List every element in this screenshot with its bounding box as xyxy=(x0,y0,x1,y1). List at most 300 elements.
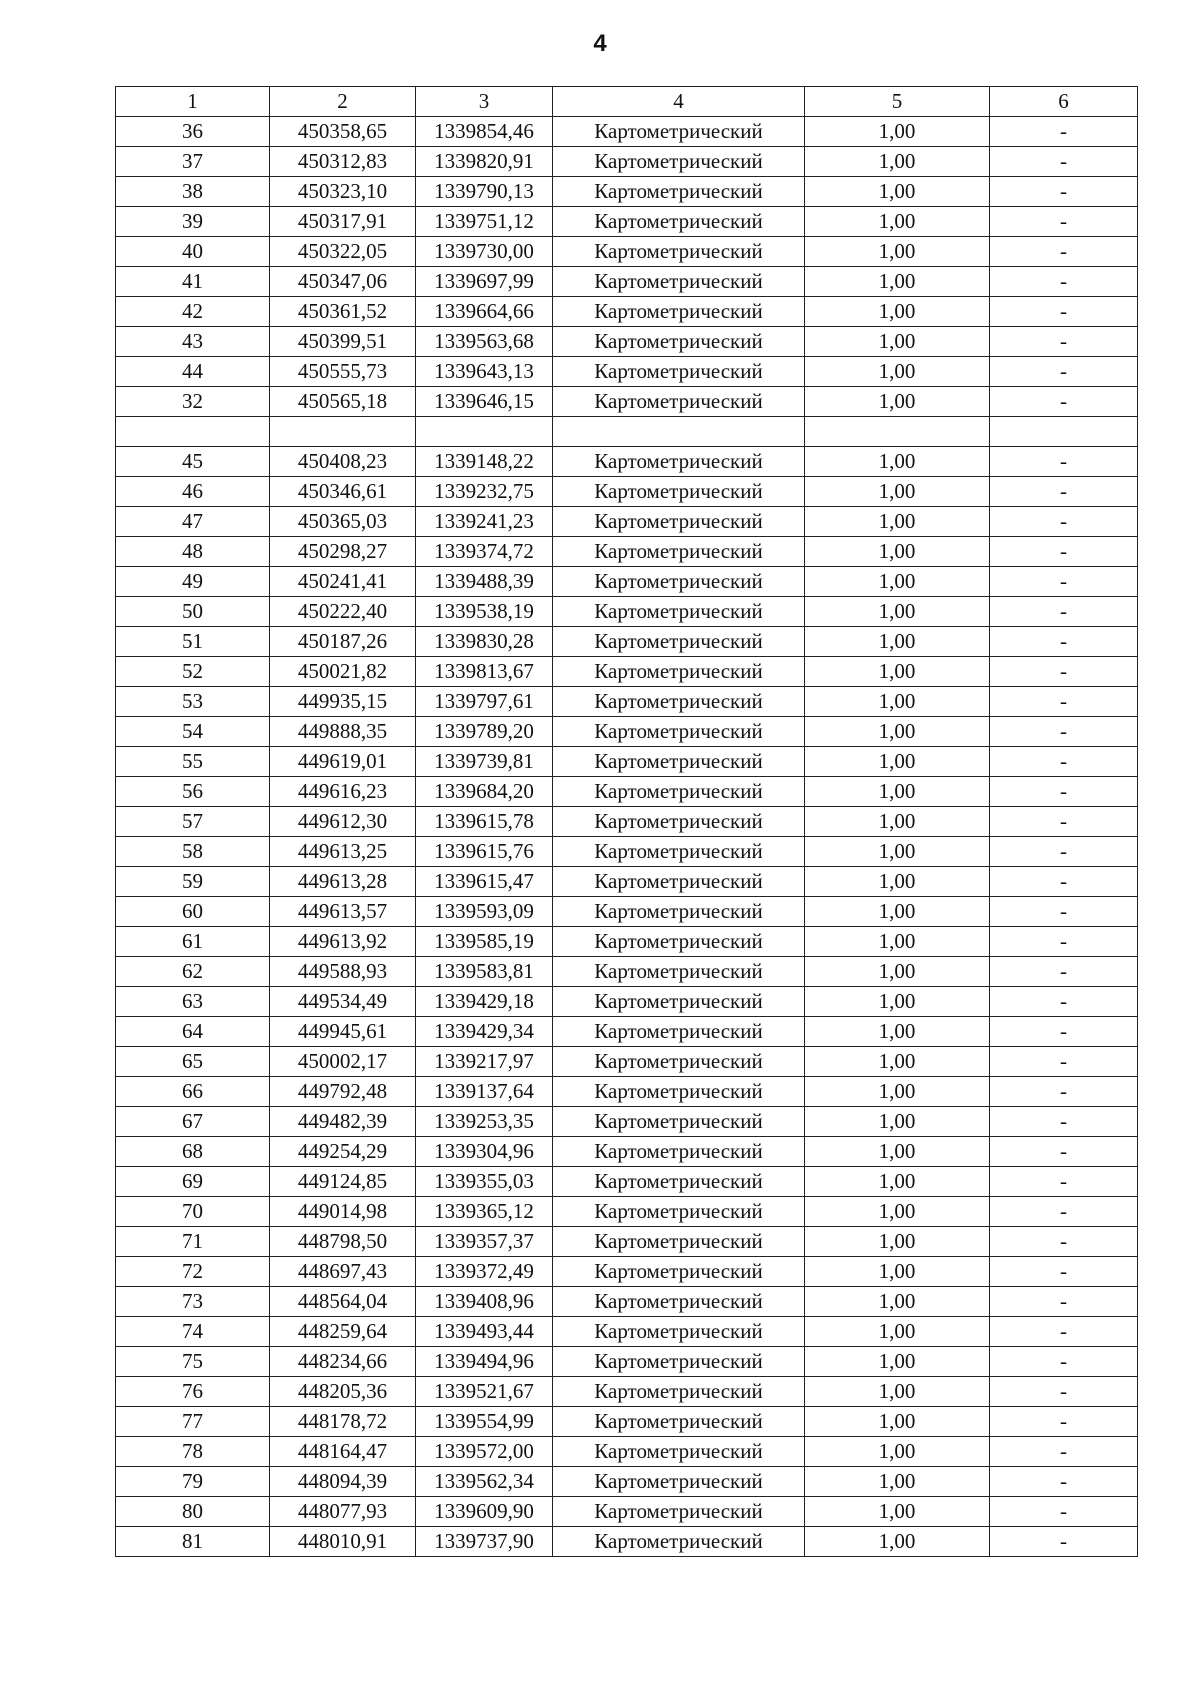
accuracy-cell: 1,00 xyxy=(805,507,990,537)
table-row xyxy=(116,357,1138,387)
note-cell: - xyxy=(990,807,1138,837)
point-number-cell: 43 xyxy=(116,327,270,357)
point-number-cell: 81 xyxy=(116,1527,270,1557)
table-row xyxy=(116,1287,1138,1317)
table-row xyxy=(116,1527,1138,1557)
x-coordinate-cell: 450565,18 xyxy=(270,387,416,417)
point-number-cell: 37 xyxy=(116,147,270,177)
y-coordinate-cell: 1339593,09 xyxy=(416,897,553,927)
method-cell: Картометрический xyxy=(553,357,805,387)
method-cell: Картометрический xyxy=(553,1017,805,1047)
method-cell: Картометрический xyxy=(553,147,805,177)
note-cell: - xyxy=(990,1527,1138,1557)
x-coordinate-cell: 450365,03 xyxy=(270,507,416,537)
accuracy-cell: 1,00 xyxy=(805,1437,990,1467)
accuracy-cell: 1,00 xyxy=(805,1347,990,1377)
note-cell: - xyxy=(990,537,1138,567)
table-row xyxy=(116,507,1138,537)
accuracy-cell: 1,00 xyxy=(805,537,990,567)
accuracy-cell xyxy=(805,417,990,447)
point-number-cell: 69 xyxy=(116,1167,270,1197)
x-coordinate-cell: 449613,25 xyxy=(270,837,416,867)
note-cell: - xyxy=(990,267,1138,297)
method-cell: Картометрический xyxy=(553,717,805,747)
accuracy-cell: 1,00 xyxy=(805,237,990,267)
note-cell: - xyxy=(990,957,1138,987)
note-cell: - xyxy=(990,1077,1138,1107)
point-number-cell: 56 xyxy=(116,777,270,807)
y-coordinate-cell: 1339751,12 xyxy=(416,207,553,237)
table-row xyxy=(116,1317,1138,1347)
table-row xyxy=(116,1377,1138,1407)
table-row xyxy=(116,597,1138,627)
method-cell: Картометрический xyxy=(553,507,805,537)
note-cell: - xyxy=(990,567,1138,597)
method-cell: Картометрический xyxy=(553,237,805,267)
y-coordinate-cell: 1339739,81 xyxy=(416,747,553,777)
point-number-cell: 41 xyxy=(116,267,270,297)
method-cell: Картометрический xyxy=(553,1317,805,1347)
accuracy-cell: 1,00 xyxy=(805,747,990,777)
x-coordinate-cell: 449792,48 xyxy=(270,1077,416,1107)
point-number-cell: 70 xyxy=(116,1197,270,1227)
y-coordinate-cell: 1339572,00 xyxy=(416,1437,553,1467)
point-number-cell: 73 xyxy=(116,1287,270,1317)
method-cell: Картометрический xyxy=(553,837,805,867)
note-cell: - xyxy=(990,1407,1138,1437)
y-coordinate-cell: 1339585,19 xyxy=(416,927,553,957)
point-number-cell: 63 xyxy=(116,987,270,1017)
table-row xyxy=(116,777,1138,807)
note-cell: - xyxy=(990,987,1138,1017)
note-cell: - xyxy=(990,1257,1138,1287)
y-coordinate-cell: 1339253,35 xyxy=(416,1107,553,1137)
x-coordinate-cell: 450361,52 xyxy=(270,297,416,327)
method-cell: Картометрический xyxy=(553,1377,805,1407)
table-row xyxy=(116,867,1138,897)
y-coordinate-cell: 1339684,20 xyxy=(416,777,553,807)
table-row xyxy=(116,1407,1138,1437)
method-cell: Картометрический xyxy=(553,1467,805,1497)
table-row xyxy=(116,417,1138,447)
y-coordinate-cell: 1339217,97 xyxy=(416,1047,553,1077)
y-coordinate-cell: 1339730,00 xyxy=(416,237,553,267)
point-number-cell: 32 xyxy=(116,387,270,417)
point-number-cell: 45 xyxy=(116,447,270,477)
method-cell: Картометрический xyxy=(553,1077,805,1107)
y-coordinate-cell xyxy=(416,417,553,447)
x-coordinate-cell: 449588,93 xyxy=(270,957,416,987)
point-number-cell: 78 xyxy=(116,1437,270,1467)
method-cell: Картометрический xyxy=(553,807,805,837)
note-cell: - xyxy=(990,867,1138,897)
point-number-cell: 40 xyxy=(116,237,270,267)
accuracy-cell: 1,00 xyxy=(805,1227,990,1257)
point-number-cell: 66 xyxy=(116,1077,270,1107)
table-row xyxy=(116,147,1138,177)
x-coordinate-cell: 450312,83 xyxy=(270,147,416,177)
accuracy-cell: 1,00 xyxy=(805,1287,990,1317)
x-coordinate-cell: 449616,23 xyxy=(270,777,416,807)
accuracy-cell: 1,00 xyxy=(805,1317,990,1347)
point-number-cell: 59 xyxy=(116,867,270,897)
y-coordinate-cell: 1339737,90 xyxy=(416,1527,553,1557)
point-number-cell: 51 xyxy=(116,627,270,657)
accuracy-cell: 1,00 xyxy=(805,357,990,387)
y-coordinate-cell: 1339494,96 xyxy=(416,1347,553,1377)
note-cell: - xyxy=(990,1317,1138,1347)
method-cell: Картометрический xyxy=(553,1167,805,1197)
point-number-cell: 75 xyxy=(116,1347,270,1377)
accuracy-cell: 1,00 xyxy=(805,207,990,237)
point-number-cell: 64 xyxy=(116,1017,270,1047)
point-number-cell: 60 xyxy=(116,897,270,927)
y-coordinate-cell: 1339372,49 xyxy=(416,1257,553,1287)
note-cell: - xyxy=(990,1347,1138,1377)
point-number-cell: 77 xyxy=(116,1407,270,1437)
point-number-cell: 38 xyxy=(116,177,270,207)
accuracy-cell: 1,00 xyxy=(805,987,990,1017)
note-cell: - xyxy=(990,717,1138,747)
x-coordinate-cell: 448094,39 xyxy=(270,1467,416,1497)
x-coordinate-cell: 450408,23 xyxy=(270,447,416,477)
note-cell: - xyxy=(990,1047,1138,1077)
note-cell: - xyxy=(990,1017,1138,1047)
y-coordinate-cell: 1339646,15 xyxy=(416,387,553,417)
y-coordinate-cell: 1339429,18 xyxy=(416,987,553,1017)
method-cell: Картометрический xyxy=(553,1527,805,1557)
point-number-cell: 62 xyxy=(116,957,270,987)
point-number-cell: 50 xyxy=(116,597,270,627)
x-coordinate-cell: 450317,91 xyxy=(270,207,416,237)
x-coordinate-cell: 448010,91 xyxy=(270,1527,416,1557)
note-cell: - xyxy=(990,507,1138,537)
accuracy-cell: 1,00 xyxy=(805,807,990,837)
accuracy-cell: 1,00 xyxy=(805,897,990,927)
note-cell: - xyxy=(990,777,1138,807)
x-coordinate-cell: 449888,35 xyxy=(270,717,416,747)
coordinates-table-body xyxy=(116,87,1138,1557)
y-coordinate-cell: 1339789,20 xyxy=(416,717,553,747)
table-row xyxy=(116,657,1138,687)
accuracy-cell: 1,00 xyxy=(805,567,990,597)
x-coordinate-cell: 448564,04 xyxy=(270,1287,416,1317)
note-cell: - xyxy=(990,1467,1138,1497)
table-row xyxy=(116,1437,1138,1467)
note-cell: - xyxy=(990,1287,1138,1317)
accuracy-cell: 1,00 xyxy=(805,927,990,957)
table-row xyxy=(116,387,1138,417)
table-row xyxy=(116,237,1138,267)
point-number-cell: 39 xyxy=(116,207,270,237)
table-row xyxy=(116,117,1138,147)
accuracy-cell: 1,00 xyxy=(805,837,990,867)
table-row xyxy=(116,1047,1138,1077)
point-number-cell: 49 xyxy=(116,567,270,597)
x-coordinate-cell: 450002,17 xyxy=(270,1047,416,1077)
note-cell: - xyxy=(990,1197,1138,1227)
table-row xyxy=(116,957,1138,987)
table-row xyxy=(116,1347,1138,1377)
table-row xyxy=(116,1077,1138,1107)
header-cell-2: 2 xyxy=(270,87,416,117)
table-row xyxy=(116,837,1138,867)
header-cell-5: 5 xyxy=(805,87,990,117)
x-coordinate-cell: 450222,40 xyxy=(270,597,416,627)
accuracy-cell: 1,00 xyxy=(805,657,990,687)
method-cell: Картометрический xyxy=(553,1437,805,1467)
method-cell xyxy=(553,417,805,447)
point-number-cell: 80 xyxy=(116,1497,270,1527)
method-cell: Картометрический xyxy=(553,987,805,1017)
method-cell: Картометрический xyxy=(553,927,805,957)
point-number-cell: 58 xyxy=(116,837,270,867)
y-coordinate-cell: 1339493,44 xyxy=(416,1317,553,1347)
accuracy-cell: 1,00 xyxy=(805,687,990,717)
header-cell-6: 6 xyxy=(990,87,1138,117)
note-cell: - xyxy=(990,1437,1138,1467)
accuracy-cell: 1,00 xyxy=(805,957,990,987)
method-cell: Картометрический xyxy=(553,207,805,237)
table-row xyxy=(116,327,1138,357)
table-row xyxy=(116,807,1138,837)
table-row xyxy=(116,1017,1138,1047)
x-coordinate-cell: 450298,27 xyxy=(270,537,416,567)
accuracy-cell: 1,00 xyxy=(805,447,990,477)
accuracy-cell: 1,00 xyxy=(805,1257,990,1287)
table-row xyxy=(116,177,1138,207)
point-number-cell: 44 xyxy=(116,357,270,387)
y-coordinate-cell: 1339232,75 xyxy=(416,477,553,507)
method-cell: Картометрический xyxy=(553,1107,805,1137)
y-coordinate-cell: 1339563,68 xyxy=(416,327,553,357)
y-coordinate-cell: 1339643,13 xyxy=(416,357,553,387)
x-coordinate-cell: 448798,50 xyxy=(270,1227,416,1257)
table-row xyxy=(116,717,1138,747)
method-cell: Картометрический xyxy=(553,627,805,657)
method-cell: Картометрический xyxy=(553,1287,805,1317)
note-cell: - xyxy=(990,897,1138,927)
table-row xyxy=(116,537,1138,567)
point-number-cell: 65 xyxy=(116,1047,270,1077)
x-coordinate-cell: 450322,05 xyxy=(270,237,416,267)
y-coordinate-cell: 1339820,91 xyxy=(416,147,553,177)
table-row xyxy=(116,1137,1138,1167)
x-coordinate-cell: 449014,98 xyxy=(270,1197,416,1227)
method-cell: Картометрический xyxy=(553,1257,805,1287)
x-coordinate-cell: 448077,93 xyxy=(270,1497,416,1527)
accuracy-cell: 1,00 xyxy=(805,387,990,417)
point-number-cell: 54 xyxy=(116,717,270,747)
accuracy-cell: 1,00 xyxy=(805,1017,990,1047)
method-cell: Картометрический xyxy=(553,567,805,597)
point-number-cell: 76 xyxy=(116,1377,270,1407)
table-header-row xyxy=(116,87,1138,117)
method-cell: Картометрический xyxy=(553,327,805,357)
note-cell: - xyxy=(990,297,1138,327)
table-row xyxy=(116,987,1138,1017)
method-cell: Картометрический xyxy=(553,1197,805,1227)
method-cell: Картометрический xyxy=(553,1497,805,1527)
table-row xyxy=(116,747,1138,777)
note-cell: - xyxy=(990,627,1138,657)
accuracy-cell: 1,00 xyxy=(805,1167,990,1197)
accuracy-cell: 1,00 xyxy=(805,1527,990,1557)
note-cell: - xyxy=(990,1137,1138,1167)
y-coordinate-cell: 1339615,47 xyxy=(416,867,553,897)
point-number-cell xyxy=(116,417,270,447)
table-row xyxy=(116,627,1138,657)
y-coordinate-cell: 1339609,90 xyxy=(416,1497,553,1527)
accuracy-cell: 1,00 xyxy=(805,1497,990,1527)
x-coordinate-cell: 448697,43 xyxy=(270,1257,416,1287)
point-number-cell: 72 xyxy=(116,1257,270,1287)
point-number-cell: 42 xyxy=(116,297,270,327)
method-cell: Картометрический xyxy=(553,897,805,927)
y-coordinate-cell: 1339797,61 xyxy=(416,687,553,717)
table-row xyxy=(116,1227,1138,1257)
note-cell: - xyxy=(990,597,1138,627)
y-coordinate-cell: 1339554,99 xyxy=(416,1407,553,1437)
y-coordinate-cell: 1339790,13 xyxy=(416,177,553,207)
method-cell: Картометрический xyxy=(553,597,805,627)
y-coordinate-cell: 1339357,37 xyxy=(416,1227,553,1257)
y-coordinate-cell: 1339664,66 xyxy=(416,297,553,327)
method-cell: Картометрический xyxy=(553,117,805,147)
note-cell: - xyxy=(990,387,1138,417)
y-coordinate-cell: 1339304,96 xyxy=(416,1137,553,1167)
method-cell: Картометрический xyxy=(553,1227,805,1257)
table-row xyxy=(116,897,1138,927)
table-row xyxy=(116,1467,1138,1497)
method-cell: Картометрический xyxy=(553,447,805,477)
note-cell: - xyxy=(990,357,1138,387)
x-coordinate-cell: 449124,85 xyxy=(270,1167,416,1197)
x-coordinate-cell: 450241,41 xyxy=(270,567,416,597)
x-coordinate-cell: 449613,57 xyxy=(270,897,416,927)
table-row xyxy=(116,1497,1138,1527)
note-cell: - xyxy=(990,1107,1138,1137)
method-cell: Картометрический xyxy=(553,1407,805,1437)
point-number-cell: 67 xyxy=(116,1107,270,1137)
x-coordinate-cell: 449254,29 xyxy=(270,1137,416,1167)
note-cell: - xyxy=(990,1377,1138,1407)
point-number-cell: 52 xyxy=(116,657,270,687)
accuracy-cell: 1,00 xyxy=(805,297,990,327)
method-cell: Картометрический xyxy=(553,1047,805,1077)
x-coordinate-cell: 450347,06 xyxy=(270,267,416,297)
accuracy-cell: 1,00 xyxy=(805,597,990,627)
table-row xyxy=(116,477,1138,507)
note-cell: - xyxy=(990,117,1138,147)
accuracy-cell: 1,00 xyxy=(805,1197,990,1227)
y-coordinate-cell: 1339615,76 xyxy=(416,837,553,867)
note-cell: - xyxy=(990,927,1138,957)
accuracy-cell: 1,00 xyxy=(805,1137,990,1167)
x-coordinate-cell: 449612,30 xyxy=(270,807,416,837)
point-number-cell: 46 xyxy=(116,477,270,507)
accuracy-cell: 1,00 xyxy=(805,177,990,207)
x-coordinate-cell: 448178,72 xyxy=(270,1407,416,1437)
x-coordinate-cell: 450399,51 xyxy=(270,327,416,357)
y-coordinate-cell: 1339137,64 xyxy=(416,1077,553,1107)
table-row xyxy=(116,207,1138,237)
page-number: 4 xyxy=(593,30,607,57)
method-cell: Картометрический xyxy=(553,177,805,207)
x-coordinate-cell: 449619,01 xyxy=(270,747,416,777)
point-number-cell: 48 xyxy=(116,537,270,567)
note-cell: - xyxy=(990,747,1138,777)
note-cell: - xyxy=(990,1167,1138,1197)
x-coordinate-cell: 450323,10 xyxy=(270,177,416,207)
table-row xyxy=(116,1257,1138,1287)
accuracy-cell: 1,00 xyxy=(805,1467,990,1497)
accuracy-cell: 1,00 xyxy=(805,627,990,657)
y-coordinate-cell: 1339521,67 xyxy=(416,1377,553,1407)
note-cell: - xyxy=(990,237,1138,267)
point-number-cell: 57 xyxy=(116,807,270,837)
note-cell: - xyxy=(990,447,1138,477)
accuracy-cell: 1,00 xyxy=(805,777,990,807)
point-number-cell: 68 xyxy=(116,1137,270,1167)
table-row xyxy=(116,447,1138,477)
point-number-cell: 74 xyxy=(116,1317,270,1347)
table-row xyxy=(116,297,1138,327)
accuracy-cell: 1,00 xyxy=(805,1377,990,1407)
y-coordinate-cell: 1339148,22 xyxy=(416,447,553,477)
note-cell: - xyxy=(990,177,1138,207)
y-coordinate-cell: 1339374,72 xyxy=(416,537,553,567)
x-coordinate-cell xyxy=(270,417,416,447)
x-coordinate-cell: 449613,28 xyxy=(270,867,416,897)
header-cell-4: 4 xyxy=(553,87,805,117)
y-coordinate-cell: 1339615,78 xyxy=(416,807,553,837)
accuracy-cell: 1,00 xyxy=(805,117,990,147)
point-number-cell: 47 xyxy=(116,507,270,537)
accuracy-cell: 1,00 xyxy=(805,1047,990,1077)
table-row xyxy=(116,567,1138,597)
note-cell xyxy=(990,417,1138,447)
method-cell: Картометрический xyxy=(553,777,805,807)
accuracy-cell: 1,00 xyxy=(805,717,990,747)
method-cell: Картометрический xyxy=(553,747,805,777)
x-coordinate-cell: 450358,65 xyxy=(270,117,416,147)
point-number-cell: 61 xyxy=(116,927,270,957)
method-cell: Картометрический xyxy=(553,867,805,897)
accuracy-cell: 1,00 xyxy=(805,147,990,177)
y-coordinate-cell: 1339830,28 xyxy=(416,627,553,657)
x-coordinate-cell: 448259,64 xyxy=(270,1317,416,1347)
y-coordinate-cell: 1339365,12 xyxy=(416,1197,553,1227)
point-number-cell: 36 xyxy=(116,117,270,147)
note-cell: - xyxy=(990,1227,1138,1257)
method-cell: Картометрический xyxy=(553,957,805,987)
table-row xyxy=(116,1167,1138,1197)
y-coordinate-cell: 1339813,67 xyxy=(416,657,553,687)
accuracy-cell: 1,00 xyxy=(805,1107,990,1137)
table-row xyxy=(116,927,1138,957)
accuracy-cell: 1,00 xyxy=(805,267,990,297)
method-cell: Картометрический xyxy=(553,687,805,717)
x-coordinate-cell: 449482,39 xyxy=(270,1107,416,1137)
note-cell: - xyxy=(990,207,1138,237)
x-coordinate-cell: 450555,73 xyxy=(270,357,416,387)
point-number-cell: 71 xyxy=(116,1227,270,1257)
x-coordinate-cell: 449534,49 xyxy=(270,987,416,1017)
y-coordinate-cell: 1339697,99 xyxy=(416,267,553,297)
accuracy-cell: 1,00 xyxy=(805,477,990,507)
table-row xyxy=(116,1197,1138,1227)
